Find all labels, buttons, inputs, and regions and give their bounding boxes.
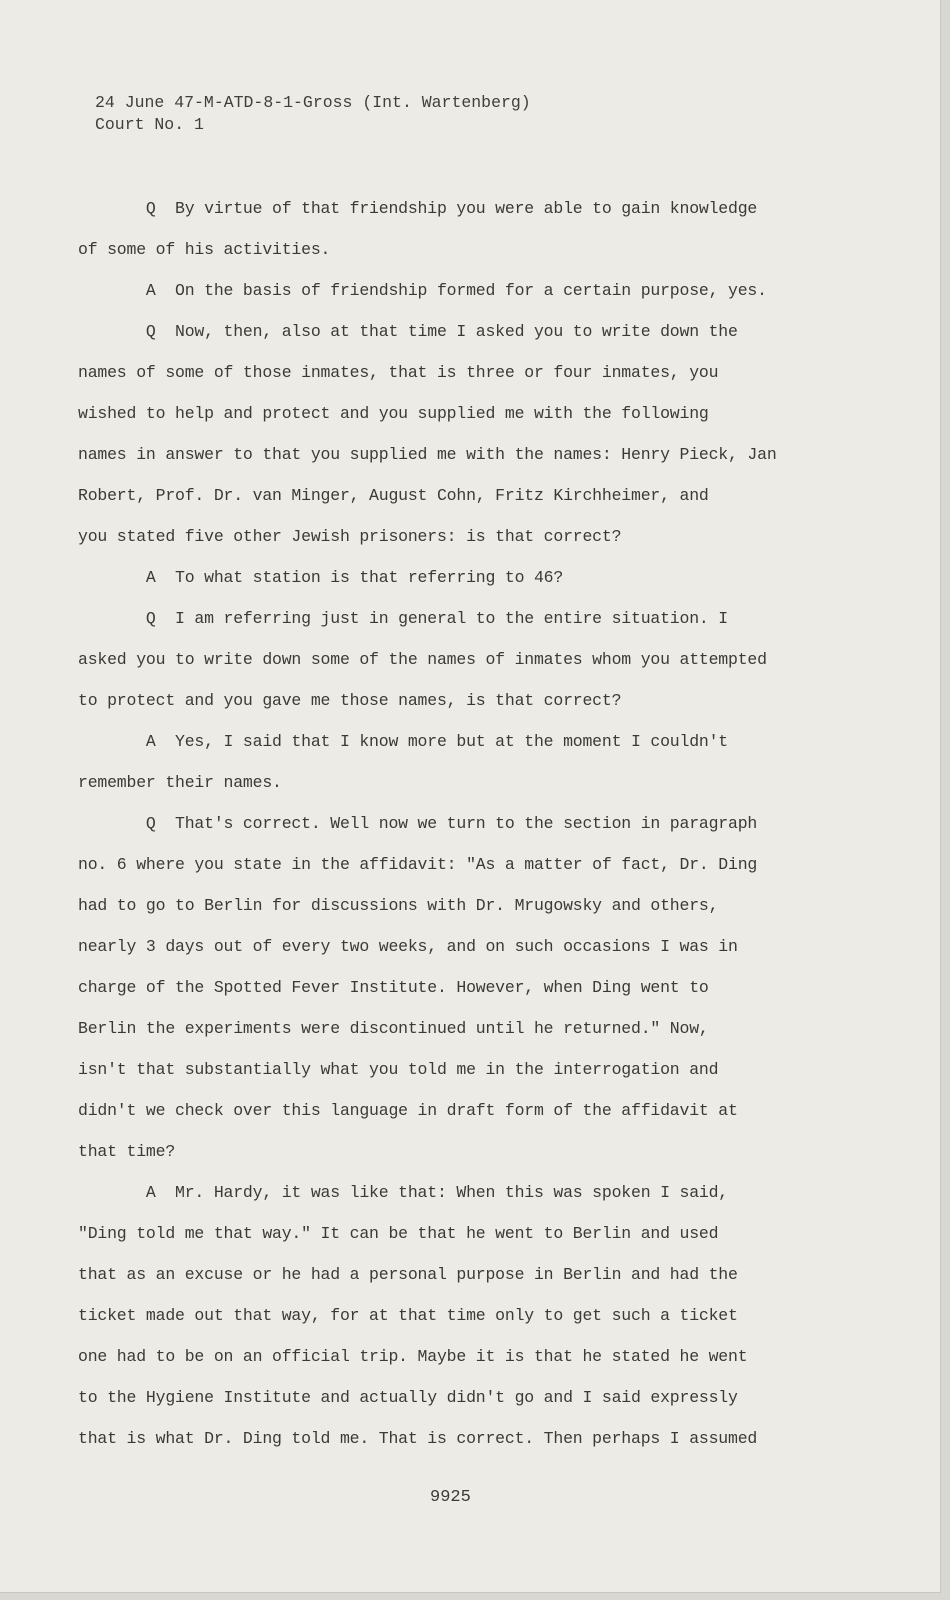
- transcript-line: that is what Dr. Ding told me. That is correct. Then perhaps I assumed: [78, 1429, 758, 1448]
- transcript-line: of some of his activities.: [78, 240, 331, 259]
- transcript-line: had to go to Berlin for discussions with Dr. Mrugowsky and others,: [78, 896, 719, 915]
- transcript-line: ticket made out that way, for at that time only to get such a ticket: [78, 1306, 738, 1325]
- transcript-line: asked you to write down some of the names of inmates whom you attempted: [78, 650, 767, 669]
- transcript-line: Berlin the experiments were discontinued until he returned." Now,: [78, 1019, 709, 1038]
- transcript-line: A Mr. Hardy, it was like that: When this was spoken I said,: [78, 1183, 729, 1202]
- transcript-line: names of some of those inmates, that is three or four inmates, you: [78, 363, 719, 382]
- transcript-line: one had to be on an official trip. Maybe it is that he stated he went: [78, 1347, 748, 1366]
- transcript-line: no. 6 where you state in the affidavit: "As a matter of fact, Dr. Ding: [78, 855, 758, 874]
- transcript-line: Q That's correct. Well now we turn to the section in paragraph: [78, 814, 758, 833]
- header-line-1: 24 June 47-M-ATD-8-1-Gross (Int. Wartenberg): [95, 93, 531, 112]
- transcript-line: nearly 3 days out of every two weeks, and on such occasions I was in: [78, 937, 738, 956]
- transcript-line: to the Hygiene Institute and actually didn't go and I said expressly: [78, 1388, 738, 1407]
- transcript-line: Q I am referring just in general to the entire situation. I: [78, 609, 729, 628]
- transcript-line: "Ding told me that way." It can be that he went to Berlin and used: [78, 1224, 719, 1243]
- transcript-line: Q By virtue of that friendship you were able to gain knowledge: [78, 199, 758, 218]
- transcript-line: that time?: [78, 1142, 176, 1161]
- transcript-line: you stated five other Jewish prisoners: is that correct?: [78, 527, 622, 546]
- transcript-line: to protect and you gave me those names, is that correct?: [78, 691, 622, 710]
- transcript-line: charge of the Spotted Fever Institute. However, when Ding went to: [78, 978, 709, 997]
- document-header: [95, 92, 531, 136]
- transcript-line: isn't that substantially what you told me in the interrogation and: [78, 1060, 719, 1079]
- transcript-line: that as an excuse or he had a personal purpose in Berlin and had the: [78, 1265, 738, 1284]
- transcript-body: [78, 188, 818, 1459]
- page-number: 9925: [430, 1488, 471, 1507]
- transcript-line: Q Now, then, also at that time I asked you to write down the: [78, 322, 738, 341]
- transcript-line: Robert, Prof. Dr. van Minger, August Cohn, Fritz Kirchheimer, and: [78, 486, 709, 505]
- transcript-line: A On the basis of friendship formed for a certain purpose, yes.: [78, 281, 767, 300]
- transcript-line: wished to help and protect and you supplied me with the following: [78, 404, 709, 423]
- transcript-line: names in answer to that you supplied me with the names: Henry Pieck, Jan: [78, 445, 777, 464]
- transcript-line: remember their names.: [78, 773, 282, 792]
- header-line-2: Court No. 1: [95, 115, 204, 134]
- transcript-line: didn't we check over this language in draft form of the affidavit at: [78, 1101, 738, 1120]
- transcript-line: A Yes, I said that I know more but at the moment I couldn't: [78, 732, 729, 751]
- transcript-line: A To what station is that referring to 46?: [78, 568, 564, 587]
